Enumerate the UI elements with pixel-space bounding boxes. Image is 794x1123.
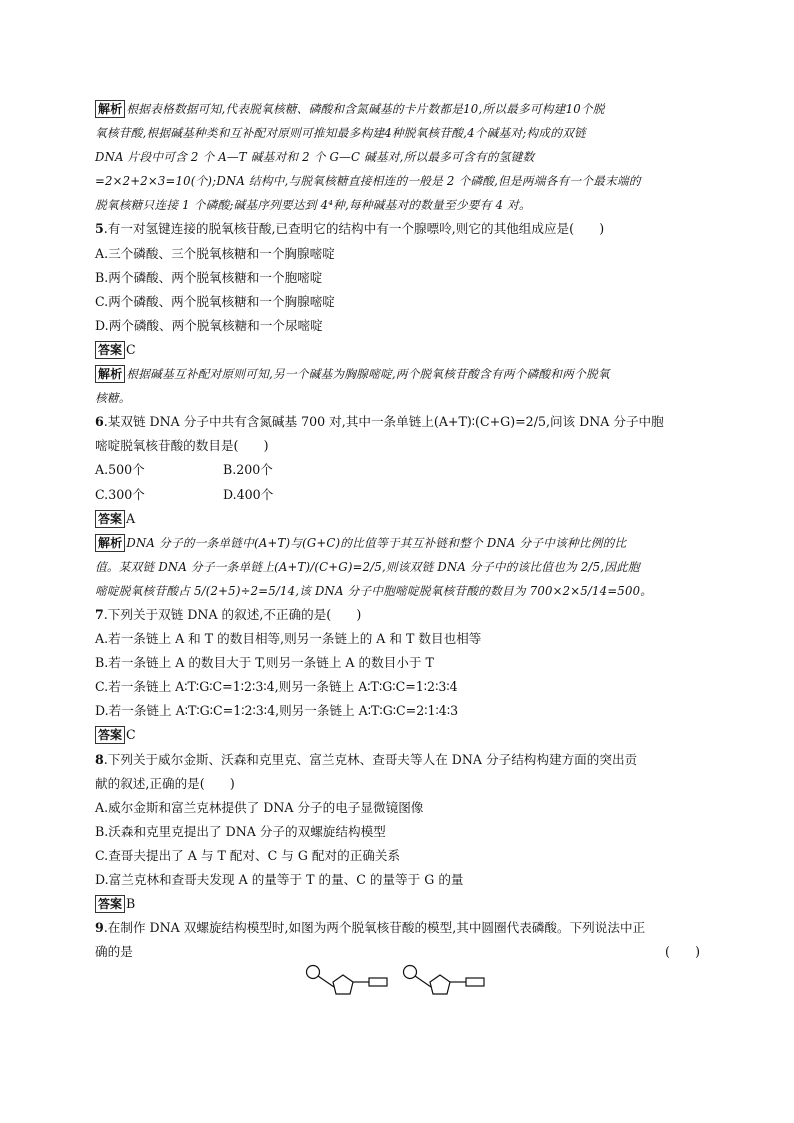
line-text: A.威尔金斯和富兰克林提供了 DNA 分子的电子显微镜图像	[95, 799, 424, 815]
question-number: 7	[95, 606, 104, 622]
line-text: 根据表格数据可知,代表脱氧核糖、磷酸和含氮碱基的卡片数都是10,所以最多可构建10个脱	[126, 102, 605, 116]
line-text: .有一对氢键连接的脱氧核苷酸,已查明它的结构中有一个腺嘌呤,则它的其他组成应是( )	[103, 221, 605, 237]
explanation-line	[95, 555, 700, 579]
line-text: .在制作 DNA 双螺旋结构模型时,如图为两个脱氧核苷酸的模型,其中圆圈代表磷酸。下列说法中正	[103, 920, 646, 936]
line-text: C.两个磷酸、两个脱氧核糖和一个胸腺嘧啶	[95, 293, 335, 309]
line-text: A	[126, 510, 136, 526]
question-stem	[95, 916, 700, 940]
text-line	[95, 772, 700, 796]
line-text: DNA 片段中可含 2 个 A—T 碱基对和 2 个 G—C 碱基对,所以最多可含有的氢键数	[95, 150, 535, 165]
text-line	[95, 651, 700, 675]
explanation-tag: 解析	[95, 100, 125, 118]
explanation-line	[95, 531, 700, 555]
question-stem	[95, 748, 700, 772]
question-number: 8	[95, 751, 104, 767]
deoxyribose-pentagon-icon	[333, 975, 353, 994]
line-text: 献的叙述,正确的是( )	[95, 775, 235, 791]
text-line	[95, 675, 700, 699]
answer-tag: 答案	[95, 341, 125, 359]
line-text: 氧核苷酸,根据碱基种类和互补配对原则可推知最多构建4种脱氧核苷酸,4个碱基对;构成的双链	[95, 126, 586, 141]
line-text: 嘧啶脱氧核苷酸的数目是( )	[95, 438, 269, 454]
answer-tag: 答案	[95, 895, 125, 913]
text-line	[95, 820, 700, 844]
line-text: B.两个磷酸、两个脱氧核糖和一个胞嘧啶	[95, 269, 323, 285]
option: D.400个	[223, 486, 274, 502]
explanation-line	[95, 386, 700, 410]
answer-tag: 答案	[95, 510, 125, 528]
explanation-tag: 解析	[95, 365, 125, 383]
line-text: D.两个磷酸、两个脱氧核糖和一个尿嘧啶	[95, 317, 323, 333]
text-line	[95, 290, 700, 314]
line-text: C.查哥夫提出了 A 与 T 配对、C 与 G 配对的正确关系	[95, 847, 401, 863]
question-number: 9	[95, 920, 104, 936]
text-line	[95, 796, 700, 820]
line-text: 根据碱基互补配对原则可知,另一个碱基为胸腺嘧啶,两个脱氧核苷酸含有两个磷酸和两个脱氧	[126, 367, 610, 382]
line-text: 值。某双链 DNA 分子一条单链上(A+T)/(C+G)=2/5,则该双链 DNA 分子中的该比值也为 2/5,因此胞	[95, 559, 640, 574]
line-text: DNA 分子的一条单链中(A+T)与(G+C)的比值等于其互补链和整个 DNA 分子中该种比例的比	[126, 535, 627, 550]
text-line	[95, 699, 700, 723]
text-line	[95, 627, 700, 651]
question-stem	[95, 217, 700, 241]
explanation-line	[95, 145, 700, 169]
explanation-line	[95, 579, 700, 603]
text-line	[95, 242, 700, 266]
answer-line	[95, 892, 700, 916]
line-text: .某双链 DNA 分子中共有含氮碱基 700 对,其中一条单链上(A+T)∶(C+G)=2/5,问该 DNA 分子中胞	[103, 414, 664, 430]
line-text: D.若一条链上 A∶T∶G∶C=1∶2∶3∶4,则另一条链上 A∶T∶G∶C=2∶1∶4∶3	[95, 703, 459, 719]
answer-line	[95, 507, 700, 531]
line-text: A.三个磷酸、三个脱氧核糖和一个胸腺嘧啶	[95, 245, 335, 261]
answer-tag: 答案	[95, 726, 125, 744]
question-number: 6	[95, 414, 104, 430]
answer-blank: ( )	[664, 944, 700, 960]
nucleotide-2	[404, 966, 485, 995]
text-line	[95, 844, 700, 868]
deoxyribose-pentagon-icon	[430, 975, 450, 994]
text-line	[95, 868, 700, 892]
phosphate-circle-icon	[307, 966, 320, 979]
text-line	[95, 434, 700, 458]
line-text: B.沃森和克里克提出了 DNA 分子的双螺旋结构模型	[95, 823, 386, 839]
stem-text: 确的是	[95, 944, 133, 960]
option-row	[95, 483, 700, 507]
explanation-line	[95, 121, 700, 145]
nucleotide-1	[307, 966, 388, 995]
text-line	[95, 314, 700, 338]
phosphate-circle-icon	[404, 966, 417, 979]
line-text: 嘧啶脱氧核苷酸占 5/(2+5)÷2=5/14,该 DNA 分子中胞嘧啶脱氧核苷酸的数目为 700×2×5/14=500。	[95, 583, 653, 598]
line-text: B	[126, 896, 136, 912]
option-row	[95, 458, 700, 482]
line-text: B.若一条链上 A 的数目大于 T,则另一条链上 A 的数目小于 T	[95, 655, 434, 671]
nucleotide-model-figure	[300, 960, 500, 1010]
base-rectangle-icon	[369, 978, 387, 986]
line-text: 脱氧核糖只连接 1 个磷酸;碱基序列要达到 4⁴种,每种碱基对的数量至少要有 4 对。	[95, 198, 531, 213]
explanation-line	[95, 193, 700, 217]
answer-line	[95, 338, 700, 362]
question-stem	[95, 410, 700, 434]
line-text: =2×2+2×3=10(个);DNA 结构中,与脱氧核糖直接相连的一般是 2 个磷酸,但是两端各有一个最末端的	[95, 174, 641, 189]
base-rectangle-icon	[466, 978, 484, 986]
answer-line	[95, 723, 700, 747]
explanation-line	[95, 97, 700, 121]
question-number: 5	[95, 221, 104, 237]
option: C.300个	[95, 486, 145, 502]
option: B.200个	[223, 462, 273, 478]
line-text: A.若一条链上 A 和 T 的数目相等,则另一条链上的 A 和 T 数目也相等	[95, 631, 482, 647]
option: A.500个	[95, 462, 145, 478]
line-text: C.若一条链上 A∶T∶G∶C=1∶2∶3∶4,则另一条链上 A∶T∶G∶C=1∶2∶3∶4	[95, 679, 458, 695]
line-text: .下列关于威尔金斯、沃森和克里克、富兰克林、查哥夫等人在 DNA 分子结构构建方面的突出贡	[103, 751, 638, 767]
line-text: C	[126, 341, 136, 357]
explanation-line	[95, 169, 700, 193]
explanation-line	[95, 362, 700, 386]
line-text: C	[126, 727, 136, 743]
explanation-tag: 解析	[95, 534, 125, 552]
line-text: 核糖。	[95, 391, 131, 406]
document-page	[95, 97, 700, 964]
text-line	[95, 266, 700, 290]
line-text: D.富兰克林和查哥夫发现 A 的量等于 T 的量、C 的量等于 G 的量	[95, 872, 464, 887]
question-stem	[95, 603, 700, 627]
line-text: .下列关于双链 DNA 的叙述,不正确的是( )	[103, 606, 362, 622]
